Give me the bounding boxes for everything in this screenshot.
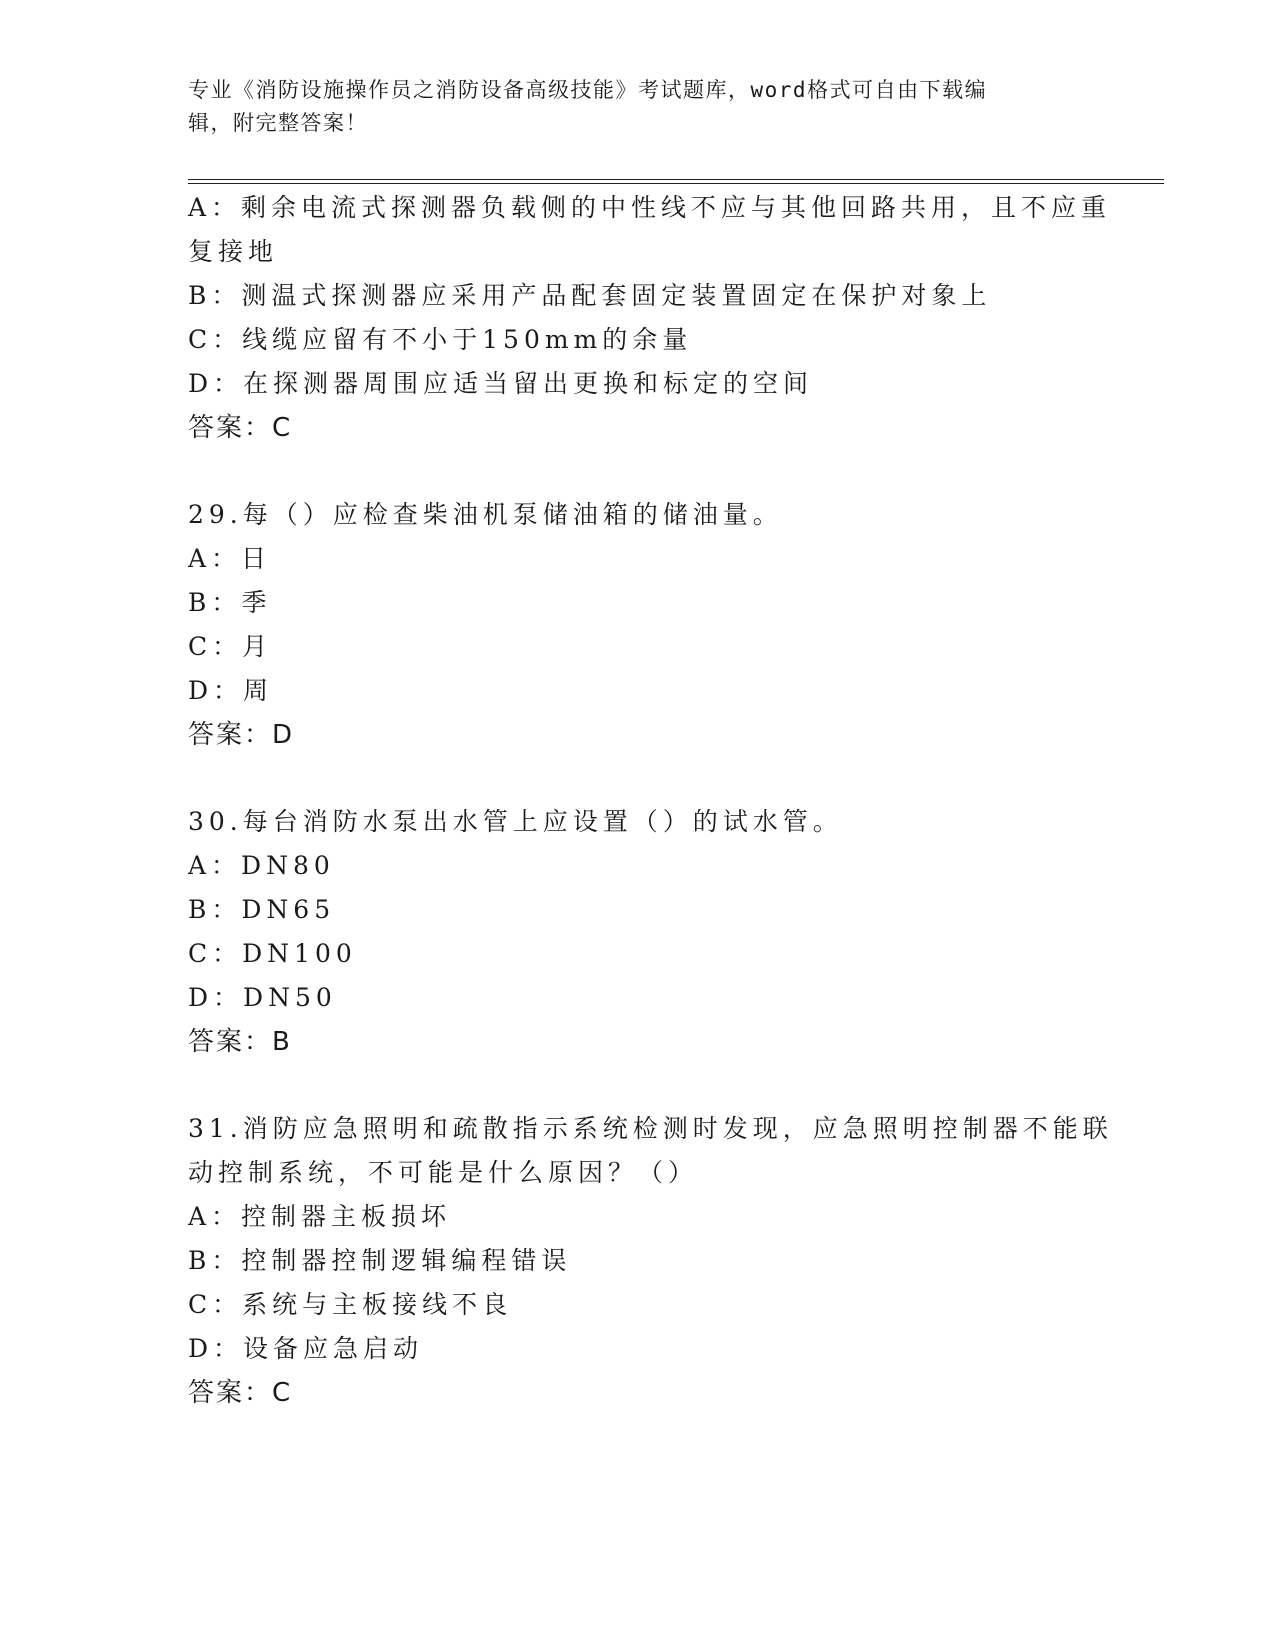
header-divider-bottom [188, 183, 1164, 184]
q28-option-c: C：线缆应留有不小于150mm的余量 [188, 325, 693, 354]
q28-option-a-line-2: 复接地 [188, 237, 279, 266]
q31-option-d: D：设备应急启动 [188, 1334, 424, 1363]
q30-question: 30.每台消防水泵出水管上应设置（）的试水管。 [188, 807, 843, 836]
q29-option-c: C：月 [188, 632, 273, 661]
header-divider-top [188, 179, 1164, 180]
q30-option-d: D：DN50 [188, 983, 337, 1012]
q30-option-a: A：DN80 [188, 851, 335, 880]
q31-option-c: C：系统与主板接线不良 [188, 1290, 513, 1319]
document-header [188, 74, 1088, 140]
q29-option-a: A：日 [188, 544, 272, 573]
q29-option-d: D：周 [188, 676, 274, 705]
q28-option-d: D：在探测器周围应适当留出更换和标定的空间 [188, 369, 814, 398]
q31-option-a: A：控制器主板损坏 [188, 1202, 452, 1231]
q29-question: 29.每（）应检查柴油机泵储油箱的储油量。 [188, 500, 783, 529]
header-line-1: 专业《消防设施操作员之消防设备高级技能》考试题库，word格式可自由下载编 [188, 78, 988, 102]
q30-option-b: B：DN65 [188, 895, 336, 924]
q30-answer: 答案：B [188, 1027, 292, 1057]
q31-answer: 答案：C [188, 1378, 293, 1408]
header-line-2: 辑，附完整答案！ [188, 111, 368, 135]
q30-option-c: C：DN100 [188, 939, 357, 968]
q31-option-b: B：控制器控制逻辑编程错误 [188, 1246, 572, 1275]
q28-answer: 答案：C [188, 413, 293, 443]
q31-question-line-1: 31.消防应急照明和疏散指示系统检测时发现，应急照明控制器不能联 [188, 1114, 1113, 1143]
q31-question-line-2: 动控制系统，不可能是什么原因？（） [188, 1158, 699, 1187]
q28-option-b: B：测温式探测器应采用产品配套固定装置固定在保护对象上 [188, 281, 992, 310]
q28-option-a-line-1: A：剩余电流式探测器负载侧的中性线不应与其他回路共用，且不应重 [188, 193, 1112, 222]
q29-answer: 答案：D [188, 720, 295, 750]
q29-option-b: B：季 [188, 588, 272, 617]
